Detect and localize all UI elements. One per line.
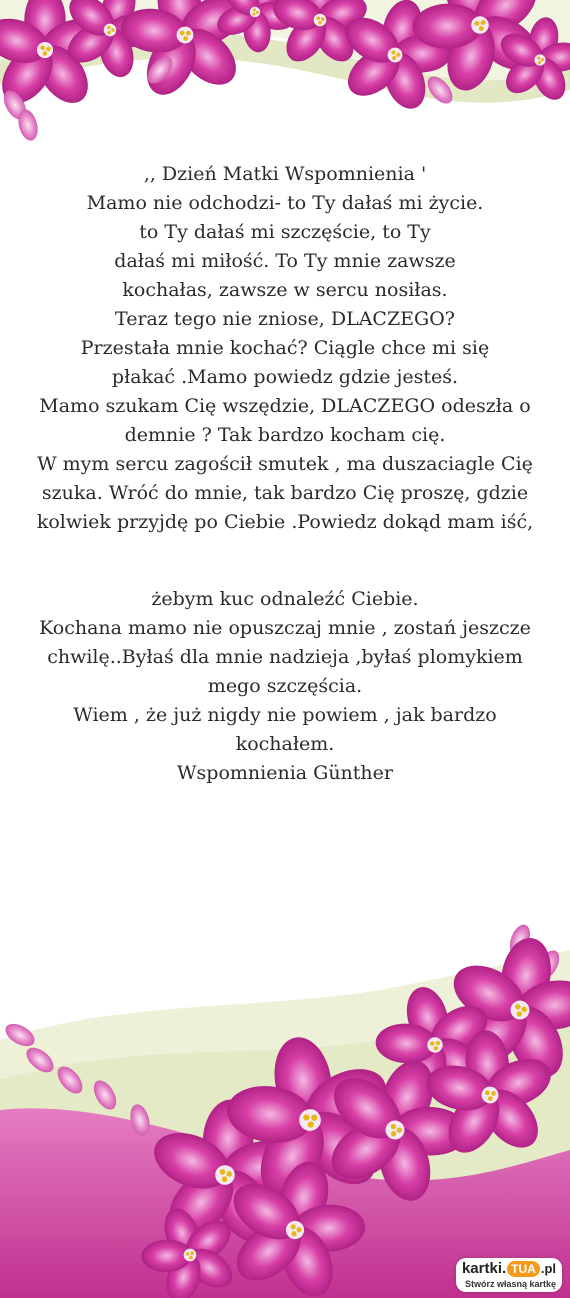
brand-tld: .pl bbox=[540, 1261, 556, 1276]
poem-line: Przestała mnie kochać? Ciągle chce mi się bbox=[80, 337, 490, 359]
poem-line: szuka. Wróć do mnie, tak bardzo Cię proszę, gdzie bbox=[41, 482, 529, 504]
brand-name: kartki. bbox=[461, 1260, 507, 1277]
brand-tagline: Stwórz własną kartkę bbox=[464, 1279, 556, 1289]
poem-line: Wiem , że już nigdy nie powiem , jak bardzo bbox=[73, 704, 497, 726]
poem-line: kochałas, zawsze w sercu nosiłas. bbox=[122, 279, 448, 301]
poem-line: chwilę..Byłaś dla mnie nadzieja ,byłaś plomykiem bbox=[47, 646, 523, 668]
poem-line: demnie ? Tak bardzo kocham cię. bbox=[124, 424, 446, 446]
poem-line: kolwiek przyjdę po Ciebie .Powiedz dokąd mam iść, bbox=[36, 511, 534, 533]
poem-line: W mym sercu zagościł smutek , ma duszaciagle Cię bbox=[37, 453, 533, 475]
stanza-gap bbox=[20, 537, 550, 585]
poem-line: Teraz tego nie zniose, DLACZEGO? bbox=[115, 308, 455, 330]
brand-logo bbox=[456, 1258, 562, 1292]
brand-badge: TUA bbox=[507, 1261, 540, 1277]
poem-title: ,, Dzień Matki Wspomnienia ' bbox=[143, 163, 427, 185]
poem-line: płakać .Mamo powiedz gdzie jesteś. bbox=[111, 366, 459, 388]
poem-signature: Wspomnienia Günther bbox=[177, 762, 393, 784]
poem-line: mego szczęścia. bbox=[207, 675, 363, 697]
poem-line: Mamo szukam Cię wszędzie, DLACZEGO odeszła o bbox=[39, 395, 531, 417]
poem-line: to Ty dałaś mi szczęście, to Ty bbox=[139, 221, 431, 243]
site-logo-link[interactable] bbox=[442, 1258, 562, 1292]
poem-line: kochałem. bbox=[235, 733, 335, 755]
poem-line: żebym kuc odnaleźć Ciebie. bbox=[151, 588, 419, 610]
poem-text bbox=[20, 160, 550, 788]
poem-line: dałaś mi miłość. To Ty mnie zawsze bbox=[114, 250, 456, 272]
poem-line: Mamo nie odchodzi- to Ty dałaś mi życie. bbox=[86, 192, 484, 214]
poem-line: Kochana mamo nie opuszczaj mnie , zostań jeszcze bbox=[39, 617, 531, 639]
